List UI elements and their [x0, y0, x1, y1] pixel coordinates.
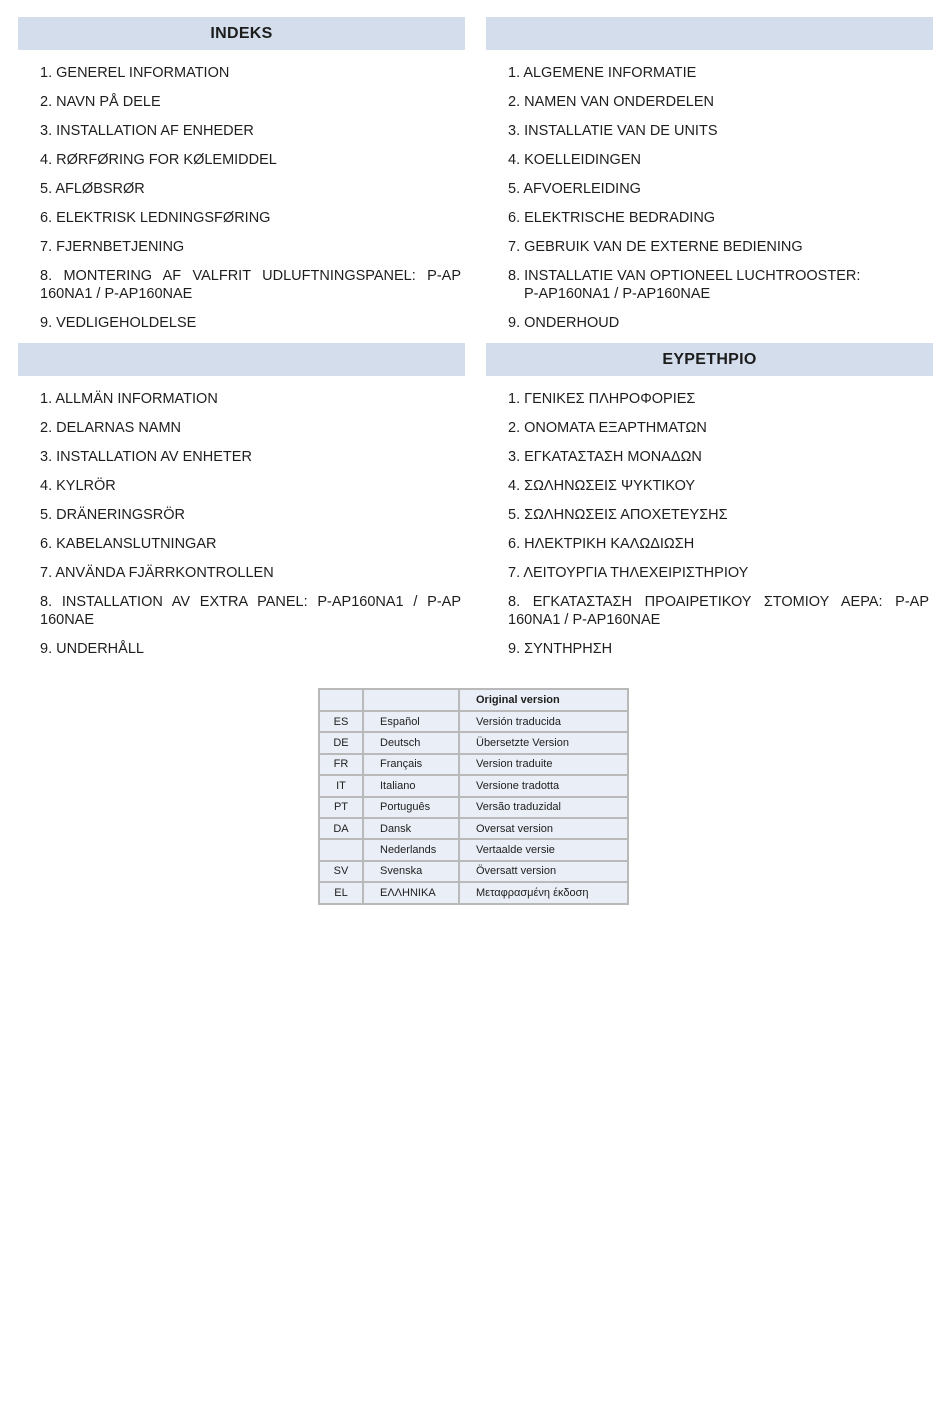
table-row — [319, 882, 628, 903]
index-item: 6. ΗΛΕΚΤΡΙΚΗ ΚΑΛΩΔΙΩΣΗ — [508, 536, 695, 552]
table-row — [319, 839, 628, 860]
language-code: ES — [319, 711, 363, 732]
index-item: 2. ΟΝΟΜΑΤΑ ΕΞΑΡΤΗΜΑΤΩΝ — [508, 420, 707, 436]
language-code: DE — [319, 732, 363, 753]
language-name: Português — [363, 797, 459, 818]
language-name: Nederlands — [363, 839, 459, 860]
version-label: Översatt version — [459, 861, 628, 882]
index-item: 2. DELARNAS NAMN — [40, 420, 182, 436]
language-code: PT — [319, 797, 363, 818]
table-row — [319, 732, 628, 753]
version-label: Vertaalde versie — [459, 839, 628, 860]
index-item: 4. ΣΩΛΗΝΩΣΕΙΣ ΨΥΚΤΙΚΟΥ — [508, 478, 696, 494]
index-item: 3. INSTALLATIE VAN DE UNITS — [508, 123, 718, 139]
language-code: IT — [319, 775, 363, 796]
table-header-cell — [319, 689, 363, 711]
index-item: 9. ONDERHOUD — [508, 315, 620, 331]
index-list — [486, 390, 933, 658]
index-list — [18, 64, 465, 332]
table-header-cell — [363, 689, 459, 711]
language-code: DA — [319, 818, 363, 839]
index-item-line: P-AP160NA1 / P-AP160NAE — [524, 286, 711, 302]
index-item: 2. NAVN PÅ DELE — [40, 94, 161, 110]
index-item: 2. NAMEN VAN ONDERDELEN — [508, 94, 714, 110]
index-item: 9. UNDERHÅLL — [40, 641, 144, 657]
index-item: 8. INSTALLATION AV EXTRA PANEL: P-AP160NA1 / P-AP 160NAE — [40, 594, 461, 628]
language-name: ΕΛΛΗΝΙΚΑ — [363, 882, 459, 903]
index-item: 1. GENEREL INFORMATION — [40, 65, 230, 81]
index-item: 1. ALLMÄN INFORMATION — [40, 391, 218, 407]
language-code: FR — [319, 754, 363, 775]
version-label: Oversat version — [459, 818, 628, 839]
index-section-da — [18, 17, 465, 332]
language-name: Español — [363, 711, 459, 732]
table-row — [319, 797, 628, 818]
index-item: 3. INSTALLATION AV ENHETER — [40, 449, 252, 465]
section-header — [486, 17, 933, 50]
section-header: INDEKS — [18, 17, 465, 50]
version-label: Versão traduzidal — [459, 797, 628, 818]
index-item: 6. ELEKTRISCHE BEDRADING — [508, 210, 716, 226]
language-code: SV — [319, 861, 363, 882]
language-name: Svenska — [363, 861, 459, 882]
index-section-el — [486, 343, 933, 658]
section-header: ΕΥΡΕΤΗΡΙΟ — [486, 343, 933, 376]
section-header — [18, 343, 465, 376]
index-item: 9. ΣΥΝΤΗΡΗΣΗ — [508, 641, 613, 657]
table-row — [319, 754, 628, 775]
index-list — [18, 390, 465, 658]
index-item: 7. FJERNBETJENING — [40, 239, 185, 255]
index-section-nl — [486, 17, 933, 332]
table-row — [319, 775, 628, 796]
index-item: 5. DRÄNERINGSRÖR — [40, 507, 186, 523]
index-item: 5. AFLØBSRØR — [40, 181, 145, 197]
index-item: 1. ΓΕΝΙΚΕΣ ΠΛΗΡΟΦΟΡΙΕΣ — [508, 391, 696, 407]
index-item: 5. AFVOERLEIDING — [508, 181, 641, 197]
version-label: Versione tradotta — [459, 775, 628, 796]
table-header-cell: Original version — [459, 689, 628, 711]
index-item — [486, 267, 933, 303]
table-header-row — [319, 689, 628, 711]
language-name: Dansk — [363, 818, 459, 839]
index-list — [486, 64, 933, 332]
version-label: Übersetzte Version — [459, 732, 628, 753]
index-item: 7. GEBRUIK VAN DE EXTERNE BEDIENING — [508, 239, 803, 255]
index-item: 9. VEDLIGEHOLDELSE — [40, 315, 197, 331]
version-label: Version traduite — [459, 754, 628, 775]
language-code — [319, 839, 363, 860]
table-row — [319, 711, 628, 732]
index-item: 1. ALGEMENE INFORMATIE — [508, 65, 697, 81]
index-item: 8. MONTERING AF VALFRIT UDLUFTNINGSPANEL: P-AP 160NA1 / P-AP160NAE — [40, 268, 461, 302]
table-row — [319, 818, 628, 839]
index-item: 3. ΕΓΚΑΤΑΣΤΑΣΗ ΜΟΝΑΔΩΝ — [508, 449, 702, 465]
language-name: Français — [363, 754, 459, 775]
index-item-line: 8. INSTALLATIE VAN OPTIONEEL LUCHTROOSTER: — [508, 268, 861, 284]
version-label: Versión traducida — [459, 711, 628, 732]
index-item: 7. ANVÄNDA FJÄRRKONTROLLEN — [40, 565, 274, 581]
language-name: Deutsch — [363, 732, 459, 753]
language-version-table — [318, 688, 629, 905]
index-item: 7. ΛΕΙΤΟΥΡΓΙΑ ΤΗΛΕΧΕΙΡΙΣΤΗΡΙΟΥ — [508, 565, 749, 581]
language-name: Italiano — [363, 775, 459, 796]
index-item: 4. RØRFØRING FOR KØLEMIDDEL — [40, 152, 277, 168]
index-item: 6. KABELANSLUTNINGAR — [40, 536, 217, 552]
index-item: 8. ΕΓΚΑΤΑΣΤΑΣΗ ΠΡΟΑΙΡΕΤΙΚΟΥ ΣΤΟΜΙΟΥ ΑΕΡΑ: P-AP 160NA1 / P-AP160NAE — [508, 594, 929, 628]
index-item: 4. KOELLEIDINGEN — [508, 152, 641, 168]
language-code: EL — [319, 882, 363, 903]
index-item: 4. KYLRÖR — [40, 478, 116, 494]
index-item: 6. ELEKTRISK LEDNINGSFØRING — [40, 210, 271, 226]
index-section-sv — [18, 343, 465, 658]
index-item: 3. INSTALLATION AF ENHEDER — [40, 123, 254, 139]
table-row — [319, 861, 628, 882]
index-item: 5. ΣΩΛΗΝΩΣΕΙΣ ΑΠΟΧΕΤΕΥΣΗΣ — [508, 507, 728, 523]
version-label: Μεταφρασμένη έκδοση — [459, 882, 628, 903]
